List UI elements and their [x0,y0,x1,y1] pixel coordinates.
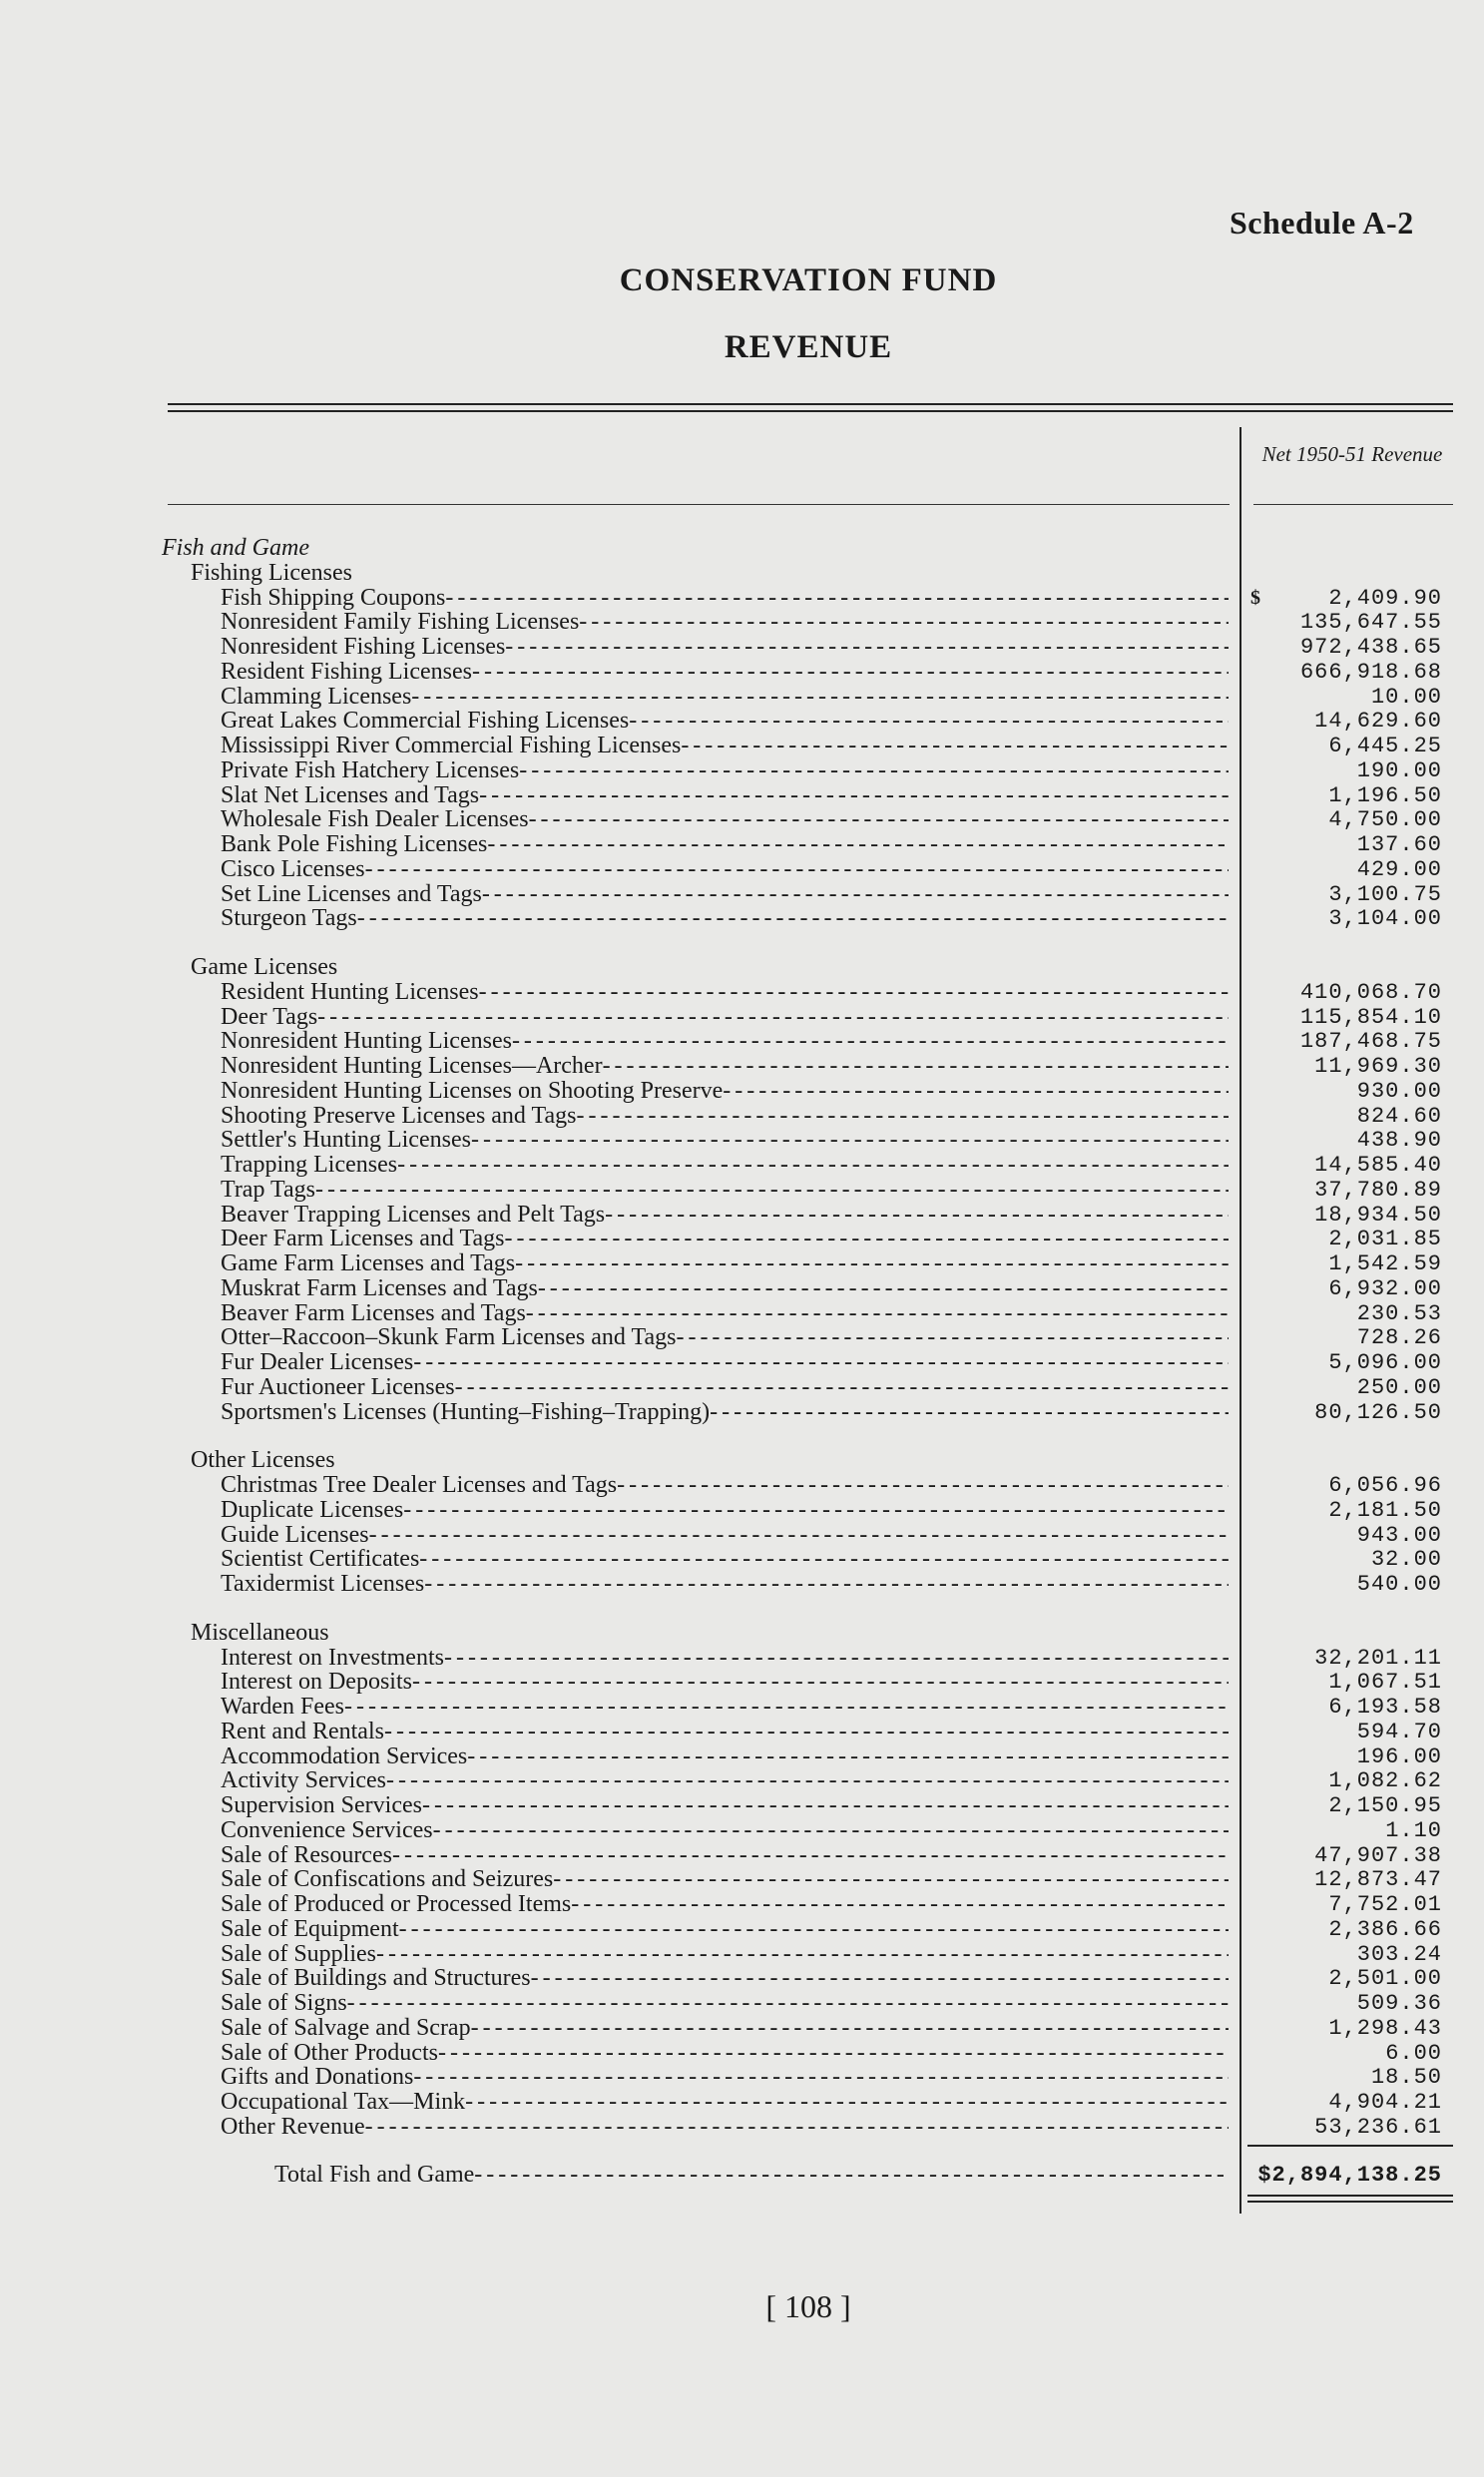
table-row [0,758,1484,783]
row-amount: 509.36 [1356,1991,1442,2016]
row-label: Convenience Services - - - [221,1818,1229,1843]
row-amount: 438.90 [1356,1128,1442,1154]
row-label: Resident Fishing Licenses - - - [221,660,1229,685]
table-row [0,586,1484,611]
row-amount: 666,918.68 [1299,659,1442,685]
page-number: [ 108 ] [765,2288,851,2324]
table-row [0,1744,1484,1769]
row-amount: 2,181.50 [1328,1497,1442,1523]
row-amount: 540.00 [1356,1572,1442,1597]
row-label: Duplicate Licenses - - - [221,1498,1229,1523]
table-row [0,1276,1484,1301]
table-row [0,1153,1484,1178]
row-amount: 12,873.47 [1314,1867,1442,1893]
table-row [0,1005,1484,1030]
row-amount: 230.53 [1356,1300,1442,1326]
row-label: Sturgeon Tags - - - [221,906,1229,931]
row-label: Game Farm Licenses and Tags - - - [221,1251,1229,1276]
row-label: Christmas Tree Dealer Licenses and Tags - - - [221,1473,1229,1498]
table-row [0,807,1484,832]
row-label: Nonresident Hunting Licenses—Archer - - - [221,1054,1229,1079]
table-row [0,1991,1484,2016]
total-double-rule [1247,2195,1453,2197]
row-label: Otter–Raccoon–Skunk Farm Licenses and Tags - - - [221,1325,1229,1350]
table-row [0,610,1484,635]
row-label: Activity Services - - - [221,1768,1229,1793]
group-heading: Game Licenses [191,954,338,980]
top-double-rule-inner [168,410,1453,412]
row-amount: 187,468.75 [1299,1029,1442,1055]
row-label: Bank Pole Fishing Licenses - - - [221,832,1229,857]
table-row [0,1251,1484,1276]
row-amount: 18.50 [1370,2065,1442,2091]
row-amount: 37,780.89 [1314,1177,1442,1203]
row-label: Warden Fees - - - [221,1695,1229,1720]
row-amount: 594.70 [1356,1719,1442,1744]
table-row [0,2016,1484,2041]
row-label: Fur Auctioneer Licenses - - - [221,1375,1229,1400]
row-label: Gifts and Donations - - - [221,2065,1229,2090]
row-amount: 943.00 [1356,1522,1442,1548]
table-row [0,2090,1484,2115]
row-label: Fur Dealer Licenses - - - [221,1350,1229,1375]
group-heading: Fishing Licenses [191,559,352,586]
group-heading: Other Licenses [191,1447,335,1474]
row-label: Nonresident Hunting Licenses on Shooting Preserve - - - [221,1079,1229,1104]
row-label: Trap Tags - - - [221,1178,1229,1203]
header-rule-right [1253,504,1453,505]
row-amount: 728.26 [1356,1325,1442,1351]
row-amount: 2,409.90 [1328,585,1442,611]
table-row [0,1325,1484,1350]
total-label: Total Fish and Game - - - [274,2163,1229,2188]
page-title: CONSERVATION FUND [619,262,998,298]
row-amount: 824.60 [1356,1103,1442,1129]
row-label: Slat Net Licenses and Tags - - - [221,783,1229,808]
total-amount: $2,894,138.25 [1257,2162,1442,2188]
row-amount: 1,082.62 [1328,1768,1442,1794]
row-amount: 1,542.59 [1328,1251,1442,1276]
row-label: Set Line Licenses and Tags - - - [221,882,1229,907]
page-subtitle: REVENUE [724,329,893,365]
row-label: Sale of Supplies - - - [221,1942,1229,1967]
row-amount: 429.00 [1356,856,1442,882]
table-row [0,906,1484,931]
row-label: Other Revenue - - - [221,2115,1229,2140]
table-row [0,1029,1484,1054]
table-row [0,1203,1484,1228]
section-heading: Fish and Game [162,535,309,561]
row-label: Fish Shipping Coupons - - - [221,586,1229,611]
row-amount: 3,104.00 [1328,906,1442,932]
row-label: Sale of Salvage and Scrap - - - [221,2016,1229,2041]
row-label: Sale of Signs - - - [221,1991,1229,2016]
row-amount: 2,386.66 [1328,1916,1442,1942]
table-row [0,1646,1484,1671]
row-label: Beaver Trapping Licenses and Pelt Tags - - - [221,1203,1229,1228]
row-amount: 1,067.51 [1328,1670,1442,1696]
row-amount: 6,932.00 [1328,1275,1442,1301]
row-label: Great Lakes Commercial Fishing Licenses - - - [221,709,1229,734]
row-label: Rent and Rentals - - - [221,1720,1229,1744]
total-double-rule-inner [1247,2201,1453,2203]
row-label: Sale of Equipment - - - [221,1917,1229,1942]
row-label: Sportsmen's Licenses (Hunting–Fishing–Trapping) - - - [221,1400,1229,1425]
row-amount: 2,150.95 [1328,1793,1442,1818]
row-amount: 1,298.43 [1328,2015,1442,2041]
table-row [0,1178,1484,1203]
table-row [0,1917,1484,1942]
row-amount: 80,126.50 [1314,1399,1442,1425]
row-amount: 6.00 [1385,2040,1442,2066]
table-row [0,1720,1484,1744]
table-row [0,1892,1484,1917]
row-amount: 5,096.00 [1328,1350,1442,1375]
row-label: Sale of Other Products - - - [221,2041,1229,2066]
row-amount: 137.60 [1356,832,1442,857]
row-amount: 115,854.10 [1299,1004,1442,1030]
row-label: Sale of Confiscations and Seizures - - - [221,1867,1229,1892]
row-amount: 4,904.21 [1328,2090,1442,2115]
row-amount: 18,934.50 [1314,1202,1442,1228]
table-row [0,734,1484,758]
table-row [0,832,1484,857]
table-row [0,1079,1484,1104]
row-amount: 7,752.01 [1328,1892,1442,1917]
table-row [0,1104,1484,1129]
table-row [0,1400,1484,1425]
row-amount: 6,445.25 [1328,734,1442,758]
table-row [0,1375,1484,1400]
row-label: Trapping Licenses - - - [221,1153,1229,1178]
row-amount: 410,068.70 [1299,979,1442,1005]
table-row [0,1227,1484,1251]
row-label: Sale of Buildings and Structures - - - [221,1966,1229,1991]
table-row [0,1670,1484,1695]
table-row [0,1843,1484,1868]
table-row [0,635,1484,660]
row-amount: 196.00 [1356,1743,1442,1769]
row-label: Deer Farm Licenses and Tags - - - [221,1227,1229,1251]
row-label: Nonresident Hunting Licenses - - - [221,1029,1229,1054]
row-amount: 190.00 [1356,757,1442,783]
row-amount: 1,196.50 [1328,782,1442,808]
row-label: Wholesale Fish Dealer Licenses - - - [221,807,1229,832]
row-amount: 3,100.75 [1328,881,1442,907]
row-label: Private Fish Hatchery Licenses - - - [221,758,1229,783]
row-label: Mississippi River Commercial Fishing Licenses - - - [221,734,1229,758]
row-amount: 10.00 [1370,684,1442,710]
row-amount: 32,201.11 [1314,1645,1442,1671]
table-row [0,1301,1484,1326]
row-amount: 47,907.38 [1314,1842,1442,1868]
row-label: Nonresident Family Fishing Licenses - - - [221,610,1229,635]
column-header: Net 1950-51 Revenue [1261,442,1443,466]
row-label: Resident Hunting Licenses - - - [221,980,1229,1005]
row-amount: 250.00 [1356,1374,1442,1400]
row-label: Guide Licenses - - - [221,1523,1229,1548]
table-row [0,1793,1484,1818]
row-amount: 4,750.00 [1328,807,1442,833]
row-amount: 6,056.96 [1328,1473,1442,1498]
subtotal-rule [1247,2145,1453,2147]
row-label: Nonresident Fishing Licenses - - - [221,635,1229,660]
table-row [0,2115,1484,2140]
row-label: Sale of Resources - - - [221,1843,1229,1868]
row-amount: 1.10 [1385,1817,1442,1843]
table-row [0,1768,1484,1793]
table-row [0,783,1484,808]
row-label: Sale of Produced or Processed Items - - - [221,1892,1229,1917]
row-label: Accommodation Services - - - [221,1744,1229,1769]
row-label: Muskrat Farm Licenses and Tags - - - [221,1276,1229,1301]
table-row [0,1473,1484,1498]
table-row [0,882,1484,907]
total-row [0,2163,1484,2188]
table-row [0,1942,1484,1967]
table-row [0,1966,1484,1991]
row-amount: 135,647.55 [1299,610,1442,636]
table-row [0,1867,1484,1892]
row-amount: 53,236.61 [1314,2114,1442,2140]
table-row [0,709,1484,734]
table-row [0,1350,1484,1375]
table-row [0,1572,1484,1597]
row-label: Settler's Hunting Licenses - - - [221,1128,1229,1153]
row-label: Deer Tags - - - [221,1005,1229,1030]
row-amount: 2,031.85 [1328,1227,1442,1252]
row-label: Cisco Licenses - - - [221,857,1229,882]
table-row [0,2065,1484,2090]
row-label: Shooting Preserve Licenses and Tags - - - [221,1104,1229,1129]
row-amount: 11,969.30 [1314,1054,1442,1079]
table-row [0,1054,1484,1079]
row-amount: 2,501.00 [1328,1966,1442,1992]
table-row [0,1695,1484,1720]
row-amount: 14,629.60 [1314,709,1442,735]
row-amount: 14,585.40 [1314,1153,1442,1178]
row-amount: 303.24 [1356,1941,1442,1967]
table-row [0,1498,1484,1523]
schedule-label: Schedule A-2 [1230,205,1414,241]
row-label: Scientist Certificates - - - [221,1547,1229,1572]
group-heading: Miscellaneous [191,1619,329,1646]
table-row [0,1128,1484,1153]
table-row [0,1818,1484,1843]
top-double-rule [168,403,1453,405]
currency-symbol: $ [1250,586,1260,609]
row-label: Supervision Services - - - [221,1793,1229,1818]
table-row [0,1547,1484,1572]
row-amount: 6,193.58 [1328,1695,1442,1720]
header-rule-left [168,504,1230,505]
table-row [0,857,1484,882]
row-label: Clamming Licenses - - - [221,685,1229,710]
row-label: Beaver Farm Licenses and Tags - - - [221,1301,1229,1326]
row-label: Taxidermist Licenses - - - [221,1572,1229,1597]
row-amount: 32.00 [1370,1547,1442,1573]
row-amount: 972,438.65 [1299,635,1442,660]
row-label: Interest on Deposits - - - [221,1670,1229,1695]
table-row [0,1523,1484,1548]
row-label: Interest on Investments - - - [221,1646,1229,1671]
row-label: Occupational Tax—Mink - - - [221,2090,1229,2115]
table-row [0,2041,1484,2066]
table-row [0,685,1484,710]
row-amount: 930.00 [1356,1078,1442,1104]
table-row [0,980,1484,1005]
table-row [0,660,1484,685]
